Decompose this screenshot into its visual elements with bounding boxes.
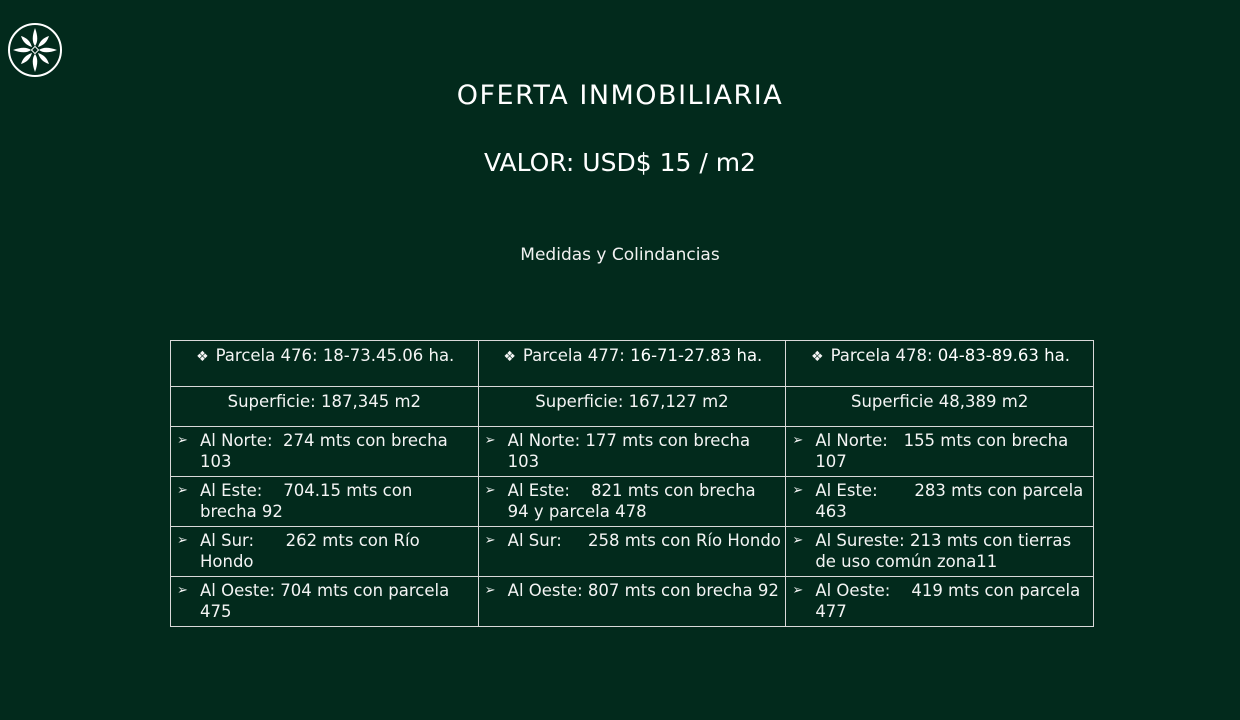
parcel-header-cell	[171, 341, 479, 387]
table-row	[171, 427, 1094, 477]
direction-text: Al Este: 704.15 mts con brecha 92	[200, 481, 418, 521]
arrowhead-bullet-icon: ➢	[484, 433, 496, 448]
arrowhead-bullet-icon: ➢	[792, 433, 804, 448]
arrowhead-bullet-icon: ➢	[484, 483, 496, 498]
direction-cell	[478, 527, 786, 577]
direction-cell	[478, 427, 786, 477]
direction-cell	[171, 577, 479, 627]
superficie-row	[171, 387, 1094, 427]
arrowhead-bullet-icon: ➢	[484, 583, 496, 598]
direction-cell	[786, 577, 1094, 627]
arrowhead-bullet-icon: ➢	[792, 483, 804, 498]
direction-text: Al Oeste: 419 mts con parcela 477	[815, 581, 1086, 621]
parcel-area: 16-71-27.83 ha.	[630, 346, 763, 365]
parcels-table	[170, 340, 1094, 627]
direction-cell	[478, 577, 786, 627]
diamond-bullet-icon: ❖	[811, 349, 824, 365]
direction-text: Al Sur: 258 mts con Río Hondo	[507, 531, 781, 550]
arrowhead-bullet-icon: ➢	[177, 533, 188, 548]
direction-text: Al Oeste: 807 mts con brecha 92	[507, 581, 779, 600]
direction-cell	[478, 477, 786, 527]
parcel-label: Parcela 478:	[830, 346, 933, 365]
arrowhead-bullet-icon: ➢	[792, 533, 804, 548]
table-row	[171, 527, 1094, 577]
direction-cell	[786, 527, 1094, 577]
direction-text: Al Norte: 155 mts con brecha 107	[815, 431, 1074, 471]
parcel-label: Parcela 477:	[522, 346, 625, 365]
table-header-row	[171, 341, 1094, 387]
direction-text: Al Oeste: 704 mts con parcela 475	[200, 581, 455, 621]
direction-text: Al Sur: 262 mts con Río Hondo	[200, 531, 425, 571]
superficie-cell: Superficie: 167,127 m2	[478, 387, 786, 427]
direction-cell	[786, 477, 1094, 527]
direction-cell	[786, 427, 1094, 477]
direction-cell	[171, 527, 479, 577]
direction-cell	[171, 477, 479, 527]
price-subtitle: VALOR: USD$ 15 / m2	[484, 148, 756, 177]
parcel-header-cell	[478, 341, 786, 387]
table-row	[171, 577, 1094, 627]
direction-text: Al Norte: 274 mts con brecha 103	[200, 431, 453, 471]
direction-text: Al Sureste: 213 mts con tierras de uso común zona11	[815, 531, 1077, 571]
direction-cell	[171, 427, 479, 477]
direction-text: Al Este: 283 mts con parcela 463	[815, 481, 1089, 521]
arrowhead-bullet-icon: ➢	[177, 583, 188, 598]
superficie-cell: Superficie: 187,345 m2	[171, 387, 479, 427]
arrowhead-bullet-icon: ➢	[177, 483, 188, 498]
diamond-bullet-icon: ❖	[196, 349, 209, 365]
direction-text: Al Este: 821 mts con brecha 94 y parcela 478	[507, 481, 761, 521]
parcel-area: 04-83-89.63 ha.	[937, 346, 1070, 365]
page-title: OFERTA INMOBILIARIA	[456, 80, 784, 111]
section-heading: Medidas y Colindancias	[520, 245, 720, 265]
direction-text: Al Norte: 177 mts con brecha 103	[507, 431, 756, 471]
arrowhead-bullet-icon: ➢	[484, 533, 496, 548]
arrowhead-bullet-icon: ➢	[792, 583, 804, 598]
compass-flower-logo	[7, 22, 63, 78]
parcel-header-cell	[786, 341, 1094, 387]
table-row	[171, 477, 1094, 527]
diamond-bullet-icon: ❖	[503, 349, 516, 365]
parcel-label: Parcela 476:	[215, 346, 318, 365]
superficie-cell: Superficie 48,389 m2	[786, 387, 1094, 427]
parcel-area: 18-73.45.06 ha.	[322, 346, 455, 365]
arrowhead-bullet-icon: ➢	[177, 433, 188, 448]
